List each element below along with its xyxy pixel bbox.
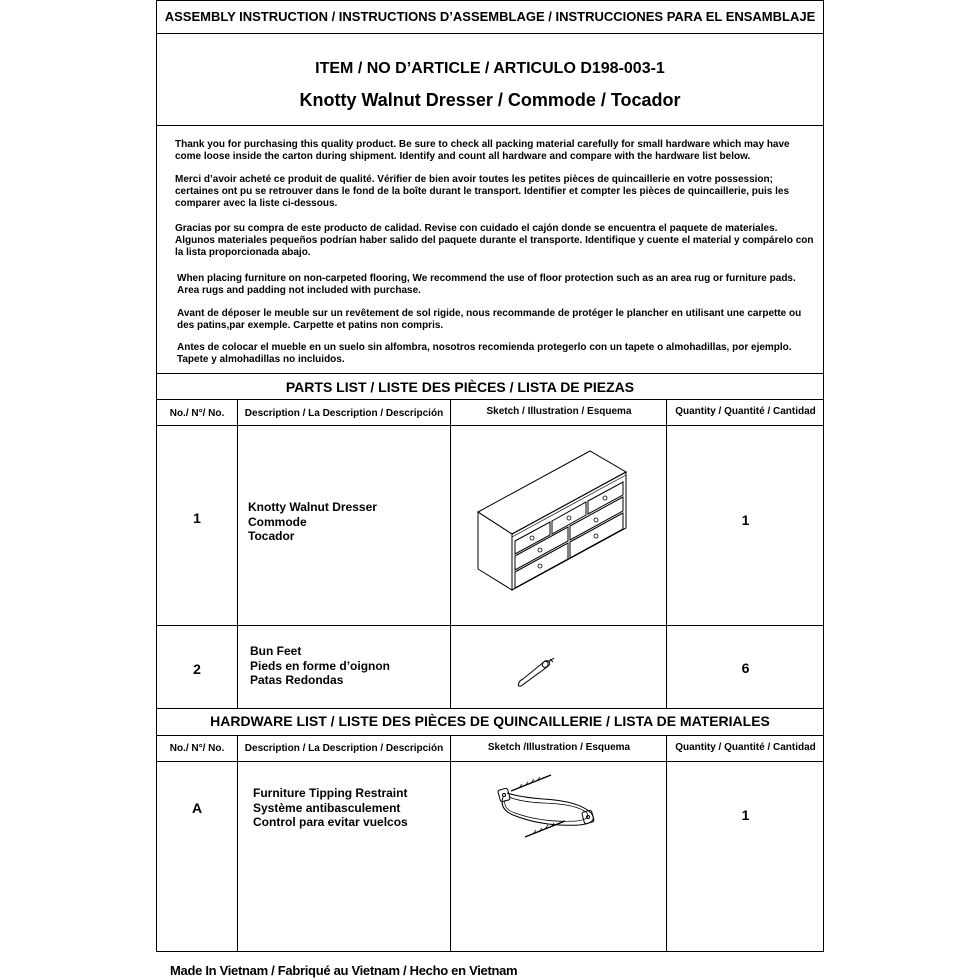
assembly-title: ASSEMBLY INSTRUCTION / INSTRUCTIONS D’ASSEMBLAGE / INSTRUCCIONES PARA EL ENSAMBLAJE [164,9,816,24]
divider [157,33,823,34]
parts-col-sketch: Sketch / Illustration / Esquema [486,406,632,417]
description-line: Knotty Walnut Dresser [248,500,377,514]
description-line: Pieds en forme d’oignon [250,658,391,673]
part-number: 1 [193,510,201,526]
column-rule [237,399,238,708]
description-line: Control para evitar vuelcos [253,815,408,829]
divider [157,735,823,736]
column-rule [237,735,238,952]
floor-note-english: When placing furniture on non-carpeted flooring, We recommend the use of floor protection such as an area rug or furniture pads. Area rugs and padding not included with purchase. [177,273,796,296]
description-line: Tocador [248,529,295,543]
hardware-quantity: 1 [741,807,750,823]
hardware-col-sketch: Sketch /Illustration / Esquema [487,742,631,753]
product-name: Knotty Walnut Dresser / Commode / Tocador [299,90,681,110]
floor-note-spanish: Antes de colocar el mueble en un suelo sin alfombra, nosotros recomienda protegerlo con un tapete o almohadillas, por ejemplo. Tapete y almohadillas no incluidos. [177,342,792,365]
intro-french: Merci d’avoir acheté ce produit de qualité. Vérifier de bien avoir toutes les petites pièces de quincaillerie en votre possession; certaines ont pu se retrouver dans le fond de la boîte durant le transport. Identifier et compter les pièces de quincaillerie, puis les comparer avec la liste ci-dessous. [175,174,790,209]
parts-col-quantity: Quantity / Quantité / Cantidad [675,406,816,417]
instruction-sheet [156,0,824,952]
bun-foot-sketch [513,653,563,691]
part-description [250,644,390,688]
parts-col-description: Description / La Description / Descripción [244,408,444,419]
item-number: ITEM / NO D’ARTICLE / ARTICULO D198-003-1 [315,60,665,77]
part-number: 2 [193,661,201,677]
parts-col-no: No./ N°/ No. [169,408,225,419]
part-quantity: 6 [741,660,750,676]
divider [157,625,823,626]
divider [157,399,823,400]
description-line: Système antibasculement [253,800,401,815]
divider [157,125,823,126]
restraint-strap-sketch [491,769,611,845]
hardware-description [253,786,408,830]
description-line: Commode [248,514,307,529]
hardware-list-title: HARDWARE LIST / LISTE DES PIÈCES DE QUINCAILLERIE / LISTA DE MATERIALES [210,713,770,729]
column-rule [666,735,667,952]
parts-list-title: PARTS LIST / LISTE DES PIÈCES / LISTA DE PIEZAS [285,379,635,395]
hardware-col-no: No./ N°/ No. [169,743,225,754]
column-rule [450,735,451,952]
made-in-note: Made In Vietnam / Fabriqué au Vietnam / Hecho en Vietnam [170,963,518,978]
divider [157,708,823,709]
hardware-col-quantity: Quantity / Quantité / Cantidad [675,742,816,753]
divider [157,761,823,762]
divider [157,425,823,426]
description-line: Furniture Tipping Restraint [253,786,408,800]
intro-english: Thank you for purchasing this quality product. Be sure to check all packing material carefully for small hardware which may have come loose inside the carton during shipment. Identify and count all hardware and compare with the hardware list below. [175,139,790,162]
divider [157,373,823,374]
intro-spanish: Gracias por su compra de este producto de calidad. Revise con cuidado el cajón donde se encuentra el paquete de materiales. Algunos materiales pequeños podrían haber salido del paquete durante el transporte. Identifique y cuente el material y compárelo con la lista proporcionada abajo. [175,223,814,258]
column-rule [450,399,451,708]
description-line: Bun Feet [250,644,302,658]
description-line: Patas Redondas [250,673,344,687]
floor-note-french: Avant de déposer le meuble sur un revêtement de sol rigide, nous recommande de protéger le plancher en utilisant une carpette ou des patins,par exemple. Carpette et patins non compris. [177,308,802,331]
part-description [248,500,377,544]
hardware-letter: A [191,800,203,816]
hardware-col-description: Description / La Description / Descripción [244,743,444,754]
dresser-sketch [472,447,632,595]
part-quantity: 1 [741,512,750,528]
